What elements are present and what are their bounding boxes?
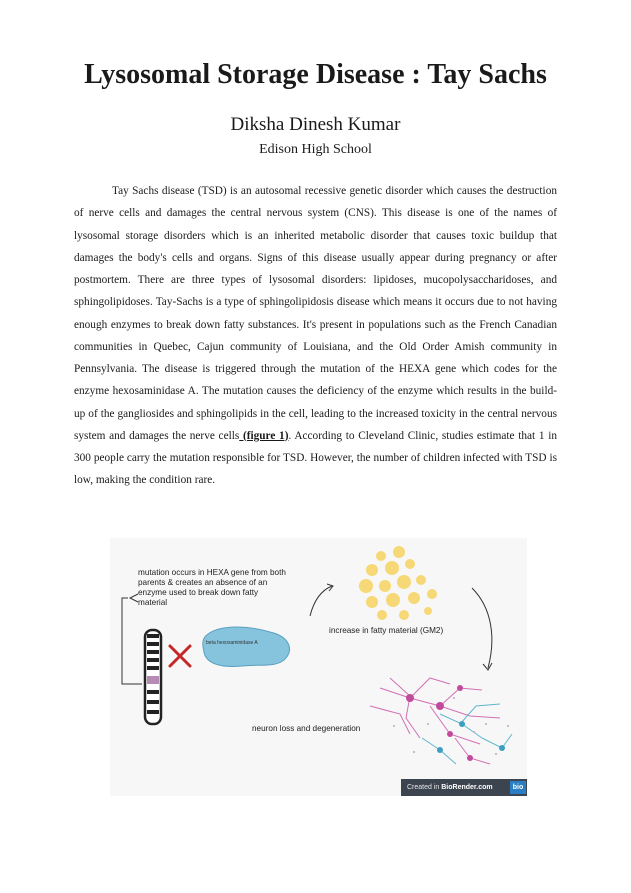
badge-brand: BioRender.com	[441, 784, 493, 791]
body-paragraph	[74, 180, 557, 492]
figure-label-enzyme: beta hexosaminidase A	[206, 640, 258, 646]
figure-reference-link[interactable]: (figure 1)	[239, 429, 289, 442]
chromosome-icon	[145, 630, 161, 724]
badge-prefix: Created in	[407, 784, 442, 791]
figure-label-mutation: mutation occurs in HEXA gene from both parents & creates an absence of an enzyme used to break down fatty material	[138, 568, 286, 607]
page-title: Lysosomal Storage Disease : Tay Sachs	[84, 59, 547, 90]
figure-1	[110, 538, 527, 796]
biorender-logo-icon: bio	[510, 781, 526, 794]
biorender-badge[interactable]	[401, 779, 527, 796]
figure-label-fatty-material: increase in fatty material (GM2)	[329, 626, 444, 635]
figure-label-neuron-loss: neuron loss and degeneration	[252, 724, 361, 733]
author-name: Diksha Dinesh Kumar	[230, 114, 401, 135]
school-name: Edison High School	[259, 142, 372, 157]
paragraph-text: Tay Sachs disease (TSD) is an autosomal recessive genetic disorder which causes the destruction of nerve cells and damages the central nervous system (CNS). This disease is one of the names of lysosomal storage disorders which is an inherited metabolic disorder that causes toxic buildup that damages the body's cells and organs. Signs of this disease usually appear during pregnancy or after postmortem. There are three types of lysosomal disorders: lipidoses, mucopolysaccharidoses, and sphingolipidoses. Tay-Sachs is a type of sphingolipidosis disease which means it occurs due to not having enough enzymes to break down fatty substances. It's present in populations such as the French Canadian communities in Quebec, Cajun community of Louisiana, and the Old Order Amish community in Pennsylvania. The disease is triggered through the mutation of the HEXA gene which codes for the enzyme hexosaminidase A. The mutation causes the deficiency of the enzyme which results in the build-up of the gangliosides and sphingolipids in the cell, leading to the increased toxicity in the central nervous system and damages the nerve cells	[74, 185, 557, 442]
paragraph-text-continued: . According to Cleveland Clinic, studies estimate that 1 in 300 people carry the mutation responsible for TSD. However, the number of children infected with TSD is low, making the condition rare.	[74, 429, 557, 487]
